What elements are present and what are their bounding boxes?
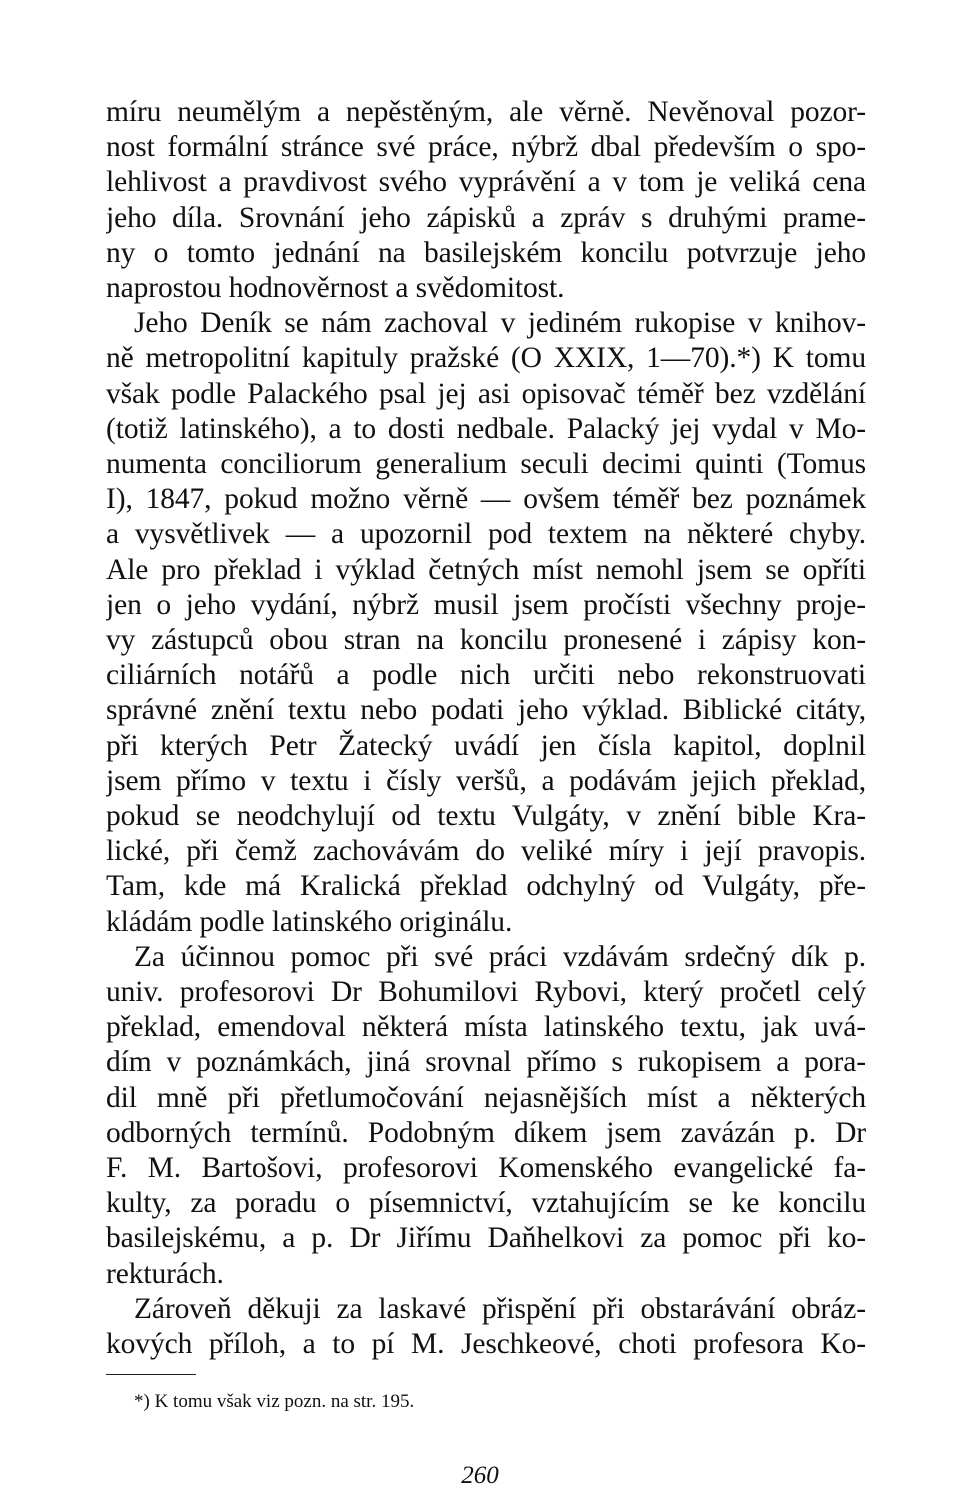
text-line: však podle Palackého psal jej asi opisovač téměř bez vzdělání — [106, 377, 866, 410]
text-line: Zároveň děkuji za laskavé přispění při obstarávání obráz- — [134, 1292, 866, 1325]
text-line: F. M. Bartošovi, profesorovi Komenského evangelické fa- — [106, 1152, 866, 1184]
text-line: míru neumělým a nepěstěným, ale věrně. Nevěnoval pozor- — [106, 96, 866, 128]
text-line: basilejskému, a p. Dr Jiřímu Daňhelkovi za pomoc při ko- — [106, 1222, 866, 1255]
text-line: a vysvětlivek — a upozornil pod textem na některé chyby. — [106, 518, 866, 551]
text-line: Tam, kde má Kralická překlad odchylný od Vulgáty, pře- — [106, 870, 866, 903]
text-line: I), 1847, pokud možno věrně — ovšem téměř bez poznámek — [106, 483, 866, 516]
text-line: univ. profesorovi Dr Bohumilovi Rybovi, který pročetl celý — [106, 976, 866, 1008]
text-line: správné znění textu nebo podati jeho výklad. Biblické citáty, — [106, 694, 866, 727]
text-line: vy zástupců obou stran na koncilu pronesené i zápisy kon- — [106, 624, 866, 656]
text-line: Za účinnou pomoc při své práci vzdávám srdečný dík p. — [134, 940, 866, 973]
footnote: *) K tomu však viz pozn. na str. 195. — [134, 1391, 415, 1413]
text-line: naprostou hodnověrnost a svědomitost. — [106, 272, 565, 304]
footnote-rule — [106, 1374, 196, 1375]
text-line: ně metropolitní kapituly pražské (O XXIX, 1—70).*) K tomu — [106, 342, 866, 375]
text-line: pokud se neodchylují od textu Vulgáty, v znění bible Kra- — [106, 800, 866, 832]
text-line: jen o jeho vydání, nýbrž musil jsem pročísti všechny proje- — [106, 588, 866, 621]
text-line: kulty, za poradu o písemnictví, vztahujícím se ke koncilu — [106, 1187, 866, 1220]
text-line: lické, při čemž zachovávám do veliké míry i její pravopis. — [106, 835, 866, 868]
page-number: 260 — [461, 1462, 499, 1490]
text-line: ny o tomto jednání na basilejském koncilu potvrzuje jeho — [106, 236, 866, 269]
text-line: Ale pro překlad i výklad četných míst nemohl jsem se opříti — [106, 553, 866, 586]
text-line: rekturách. — [106, 1257, 224, 1290]
text-line: dím v poznámkách, jiná srovnal přímo s rukopisem a pora- — [106, 1046, 866, 1079]
text-line: ciliárních notářů a podle nich určiti nebo rekonstruovati — [106, 659, 866, 692]
text-line: nost formální stránce své práce, nýbrž dbal především o spo- — [106, 131, 866, 164]
text-line: lehlivost a pravdivost svého vyprávění a v tom je veliká cena — [106, 166, 866, 199]
text-line: jeho díla. Srovnání jeho zápisků a zpráv s druhými prame- — [106, 201, 866, 234]
text-line: při kterých Petr Žatecký uvádí jen čísla kapitol, doplnil — [106, 729, 866, 762]
text-line: dil mně při přetlumočování nejasnějších míst a některých — [106, 1081, 866, 1114]
text-line: (totiž latinského), a to dosti nedbale. Palacký jej vydal v Mo- — [106, 412, 866, 445]
text-line: jsem přímo v textu i čísly veršů, a podávám jejich překlad, — [106, 764, 866, 797]
text-line: překlad, emendoval některá místa latinského textu, jak uvá- — [106, 1011, 866, 1044]
text-line: numenta conciliorum generalium seculi decimi quinti (Tomus — [106, 448, 866, 480]
text-line: kových příloh, a to pí M. Jeschkeové, choti profesora Ko- — [106, 1328, 866, 1360]
text-line: odborných termínů. Podobným díkem jsem zavázán p. Dr — [106, 1116, 866, 1149]
text-line: kládám podle latinského originálu. — [106, 905, 513, 938]
text-line: Jeho Deník se nám zachoval v jediném rukopise v knihov- — [134, 307, 866, 340]
